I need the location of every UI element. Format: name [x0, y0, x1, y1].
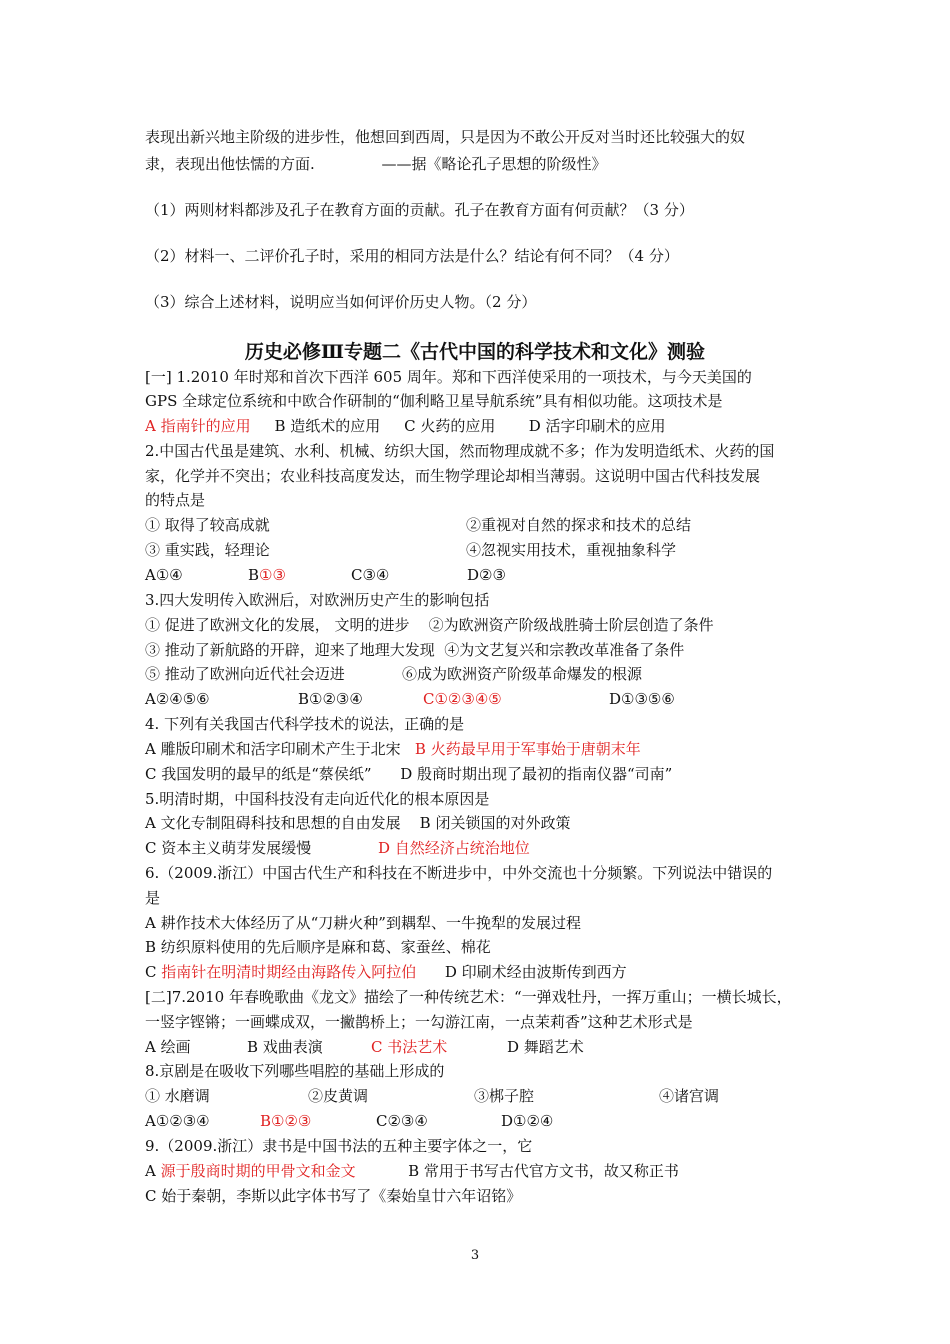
q2-option-b-answer: ①③ [259, 566, 286, 584]
q8-option-c: C②③④ [376, 1112, 428, 1130]
q5-options-cd [145, 838, 530, 858]
q2-option-d: D②③ [467, 566, 506, 584]
q3-option-b: B①②③④ [298, 690, 363, 708]
q4-options-ab [145, 739, 641, 759]
q2-line-2: 家，化学并不突出；农业科技高度发达，而生物学理论却相当薄弱。这说明中国古代科技发展 [145, 467, 761, 485]
q8-option-a: A①②③④ [145, 1112, 210, 1130]
q5-option-c: C 资本主义萌芽发展缓慢 [145, 839, 378, 857]
page-number: 3 [470, 1248, 480, 1263]
q2-option-b-label: B [248, 566, 260, 584]
intro-line-2: 隶，表现出他怯懦的方面. ——据《略论孔子思想的阶级性》 [145, 155, 607, 173]
q1-line-2: GPS 全球定位系统和中欧合作研制的“伽利略卫星导航系统”具有相似功能。这项技术是 [145, 392, 723, 410]
q3-line-4: ⑤ 推动了欧洲向近代社会迈进 ⑥成为欧洲资产阶级革命爆发的根源 [145, 665, 642, 683]
question-1: （1）两则材料都涉及孔子在教育方面的贡献。孔子在教育方面有何贡献？（3 分） [145, 201, 694, 219]
q7-option-c-answer: C 书法艺术 [371, 1038, 448, 1056]
question-3: （3）综合上述材料，说明应当如何评价历史人物。（2 分） [145, 293, 537, 311]
q5-line-1: 5.明清时期，中国科技没有走向近代化的根本原因是 [145, 790, 490, 808]
q2-option-c: C③④ [351, 566, 390, 584]
q1-line-1: [一] 1.2010 年时郑和首次下西洋 605 周年。郑和下西洋使采用的一项技术，与今天美国的 [145, 368, 752, 386]
q2-item-2: ②重视对自然的探求和技术的总结 [466, 516, 692, 534]
q1-other-options: B 造纸术的应用 C 火药的应用 D 活字印刷术的应用 [250, 417, 666, 435]
q4-options-cd: C 我国发明的最早的纸是“蔡侯纸” D 殷商时期出现了最初的指南仪器“司南” [145, 765, 673, 783]
q5-options-ab: A 文化专制阻碍科技和思想的自由发展 B 闭关锁国的对外政策 [145, 814, 571, 832]
test-title: 历史必修Ⅲ专题二《古代中国的科学技术和文化》测验 [244, 341, 706, 363]
q9-option-b: B 常用于书写古代官方文书，故又称正书 [355, 1162, 679, 1180]
q1-options [145, 416, 666, 436]
q2-item-4: ④忽视实用技术，重视抽象科学 [466, 541, 677, 559]
q6-line-2: 是 [145, 889, 161, 907]
q3-option-c-answer: C①②③④⑤ [423, 690, 502, 708]
q3-option-a: A②④⑤⑥ [145, 690, 210, 708]
q7-option-a: A 绘画 [145, 1038, 191, 1056]
q6-option-c-label: C [145, 963, 162, 981]
question-2: （2）材料一、二评价孔子时，采用的相同方法是什么？结论有何不同？（4 分） [145, 247, 679, 265]
q8-item-1: ① 水磨调 [145, 1087, 210, 1105]
q7-option-d: D 舞蹈艺术 [507, 1038, 584, 1056]
q2-item-1: ① 取得了较高成就 [145, 516, 270, 534]
q9-option-a-answer: 源于殷商时期的甲骨文和金文 [160, 1162, 356, 1180]
q6-option-d: D 印刷术经由波斯传到西方 [416, 963, 627, 981]
q2-option-b [248, 565, 286, 585]
q2-item-3: ③ 重实践，轻理论 [145, 541, 270, 559]
q9-line-1: 9.（2009.浙江）隶书是中国书法的五种主要字体之一，它 [145, 1137, 533, 1155]
q1-answer-a: A 指南针的应用 [145, 417, 251, 435]
q3-line-3: ③ 推动了新航路的开辟，迎来了地理大发现 ④为文艺复兴和宗教改革准备了条件 [145, 641, 685, 659]
q4-line-1: 4. 下列有关我国古代科学技术的说法，正确的是 [145, 715, 465, 733]
q8-item-3: ③梆子腔 [474, 1087, 535, 1105]
q5-option-d-answer: D 自然经济占统治地位 [378, 839, 530, 857]
q3-line-2: ① 促进了欧洲文化的发展， 文明的进步 ②为欧洲资产阶级战胜骑士阶层创造了条件 [145, 616, 714, 634]
q2-line-3: 的特点是 [145, 491, 206, 509]
q9-options-ab [145, 1161, 679, 1181]
q3-line-1: 3.四大发明传入欧洲后，对欧洲历史产生的影响包括 [145, 591, 490, 609]
q8-option-d: D①②④ [501, 1112, 554, 1130]
q7-line-1: [二]7.2010 年春晚歌曲《龙文》描绘了一种传统艺术：“一弹戏牡丹，一挥万重山；一横长城长， [145, 988, 792, 1006]
q6-line-1: 6.（2009.浙江）中国古代生产和科技在不断进步中，中外交流也十分频繁。下列说法中错误的 [145, 864, 773, 882]
q8-line-1: 8.京剧是在吸收下列哪些唱腔的基础上形成的 [145, 1062, 445, 1080]
q7-line-2: 一竖字铿锵；一画蝶成双，一撇鹊桥上；一勾游江南，一点茉莉香”这种艺术形式是 [145, 1013, 693, 1031]
q6-option-c-answer: 指南针在明清时期经由海路传入阿拉伯 [161, 963, 417, 981]
q2-option-a: A①④ [145, 566, 183, 584]
q2-line-1: 2.中国古代虽是建筑、水利、机械、纺织大国，然而物理成就不多；作为发明造纸术、火药的国 [145, 442, 775, 460]
q9-option-c: C 始于秦朝，李斯以此字体书写了《秦始皇廿六年诏铭》 [145, 1187, 522, 1205]
q6-option-a: A 耕作技术大体经历了从“刀耕火种”到耦犁、一牛挽犁的发展过程 [145, 914, 581, 932]
q6-option-b: B 纺织原料使用的先后顺序是麻和葛、家蚕丝、棉花 [145, 938, 491, 956]
q8-option-b-answer: B①②③ [260, 1112, 312, 1130]
intro-line-1: 表现出新兴地主阶级的进步性，他想回到西周，只是因为不敢公开反对当时还比较强大的奴 [145, 128, 746, 146]
q3-option-d: D①③⑤⑥ [609, 690, 675, 708]
q4-option-b-answer: B 火药最早用于军事始于唐朝末年 [414, 740, 641, 758]
q4-option-a: A 雕版印刷术和活字印刷术产生于北宋 [145, 740, 415, 758]
q9-option-a-label: A [145, 1162, 161, 1180]
q8-item-2: ②皮黄调 [308, 1087, 369, 1105]
q7-option-b: B 戏曲表演 [247, 1038, 323, 1056]
q8-item-4: ④诸宫调 [659, 1087, 720, 1105]
q6-options-cd [145, 962, 627, 982]
